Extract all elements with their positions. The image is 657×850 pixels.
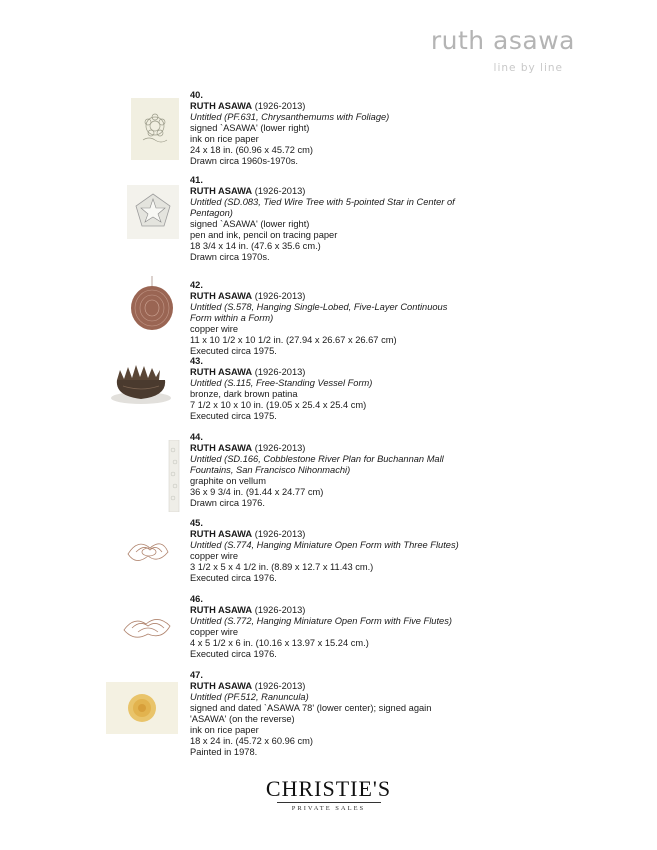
artist-dates: (1926-2013) (254, 186, 306, 196)
chrysanthemum-drawing-icon (115, 98, 195, 160)
detail-line: pen and ink, pencil on tracing paper (190, 230, 338, 240)
detail-line: ink on rice paper (190, 134, 259, 144)
detail-line: copper wire (190, 324, 239, 334)
artist-dates: (1926-2013) (254, 367, 306, 377)
pentagon-star-drawing-icon (113, 185, 193, 239)
artwork-title: Untitled (PF.512, Ranuncula) (190, 692, 309, 702)
detail-line: bronze, dark brown patina (190, 389, 298, 399)
artist-line (190, 101, 490, 112)
lot-number: 44. (190, 432, 203, 442)
exhibition-subtitle: line by line (493, 62, 563, 74)
artwork-title: Untitled (SD.083, Tied Wire Tree with 5-pointed Star in Center of (190, 197, 455, 207)
christies-logo (0, 778, 657, 812)
detail-line: 24 x 18 in. (60.96 x 45.72 cm) (190, 145, 313, 155)
artist-dates: (1926-2013) (254, 605, 306, 615)
detail-line: Drawn circa 1960s-1970s. (190, 156, 298, 166)
artwork-title: Untitled (SD.166, Cobblestone River Plan for Buchannan Mall (190, 454, 444, 464)
artist-line (190, 443, 490, 454)
detail-line: 'ASAWA' (on the reverse) (190, 714, 295, 724)
miniature-wire-form-icon (108, 534, 188, 568)
artwork-title: Untitled (S.115, Free-Standing Vessel Form) (190, 378, 373, 388)
bronze-vessel-icon (100, 356, 180, 406)
miniature-wire-form-icon (108, 610, 188, 644)
page-header (431, 26, 575, 74)
detail-line: 36 x 9 3/4 in. (91.44 x 24.77 cm) (190, 487, 324, 497)
artwork-title: Untitled (S.578, Hanging Single-Lobed, Five-Layer Continuous (190, 302, 448, 312)
artist-line (190, 605, 490, 616)
lot-number: 46. (190, 594, 203, 604)
detail-line: Executed circa 1975. (190, 346, 277, 356)
artist-dates: (1926-2013) (254, 443, 306, 453)
artist-name: RUTH ASAWA (190, 367, 253, 377)
lot-number: 47. (190, 670, 203, 680)
lot-number: 43. (190, 356, 203, 366)
detail-line: 7 1/2 x 10 x 10 in. (19.05 x 25.4 x 25.4 cm) (190, 400, 367, 410)
artist-line (190, 529, 490, 540)
artist-line (190, 291, 490, 302)
artist-name: RUTH ASAWA (190, 443, 253, 453)
logo-divider (277, 802, 381, 803)
detail-line: Executed circa 1975. (190, 411, 277, 421)
artwork-title-cont: Fountains, San Francisco Nihonmachi) (190, 465, 351, 475)
artist-name: RUTH ASAWA (190, 529, 253, 539)
artwork-title: Untitled (S.774, Hanging Miniature Open Form with Three Flutes) (190, 540, 459, 550)
artist-line (190, 367, 490, 378)
detail-line: Drawn circa 1970s. (190, 252, 270, 262)
detail-line: signed and dated `ASAWA 78' (lower center); signed again (190, 703, 432, 713)
artist-line (190, 681, 490, 692)
detail-line: 3 1/2 x 5 x 4 1/2 in. (8.89 x 12.7 x 11.43 cm.) (190, 562, 374, 572)
artist-dates: (1926-2013) (254, 529, 306, 539)
artist-name: RUTH ASAWA (190, 605, 253, 615)
artist-dates: (1926-2013) (254, 681, 306, 691)
artwork-title: Untitled (S.772, Hanging Miniature Open Form with Five Flutes) (190, 616, 452, 626)
detail-line: Painted in 1978. (190, 747, 258, 757)
artist-dates: (1926-2013) (254, 101, 306, 111)
exhibition-title: ruth asawa (430, 26, 575, 55)
artwork-title-cont: Form within a Form) (190, 313, 274, 323)
lot-number: 40. (190, 90, 203, 100)
detail-line: ink on rice paper (190, 725, 259, 735)
lot-number: 41. (190, 175, 203, 185)
artwork-title-cont: Pentagon) (190, 208, 233, 218)
detail-line: graphite on vellum (190, 476, 266, 486)
detail-line: 4 x 5 1/2 x 6 in. (10.16 x 13.97 x 15.24 cm.) (190, 638, 369, 648)
artist-dates: (1926-2013) (254, 291, 306, 301)
artist-name: RUTH ASAWA (190, 186, 253, 196)
detail-line: 18 3/4 x 14 in. (47.6 x 35.6 cm.) (190, 241, 321, 251)
detail-line: copper wire (190, 627, 239, 637)
artist-name: RUTH ASAWA (190, 101, 253, 111)
artist-line (190, 186, 490, 197)
artist-name: RUTH ASAWA (190, 291, 253, 301)
lot-number: 42. (190, 280, 203, 290)
lot-number: 45. (190, 518, 203, 528)
detail-line: copper wire (190, 551, 239, 561)
ranuncula-painting-icon (102, 682, 182, 734)
artwork-title: Untitled (PF.631, Chrysanthemums with Foliage) (190, 112, 390, 122)
detail-line: signed `ASAWA' (lower right) (190, 123, 310, 133)
logo-wordmark: CHRISTIE'S (265, 776, 392, 801)
detail-line: Executed circa 1976. (190, 573, 277, 583)
detail-line: 18 x 24 in. (45.72 x 60.96 cm) (190, 736, 313, 746)
detail-line: signed `ASAWA' (lower right) (190, 219, 310, 229)
hanging-wire-sphere-icon (112, 276, 192, 332)
detail-line: Drawn circa 1976. (190, 498, 265, 508)
artist-name: RUTH ASAWA (190, 681, 253, 691)
detail-line: 11 x 10 1/2 x 10 1/2 in. (27.94 x 26.67 x 26.67 cm) (190, 335, 397, 345)
logo-subtitle: PRIVATE SALES (291, 805, 366, 812)
detail-line: Executed circa 1976. (190, 649, 277, 659)
